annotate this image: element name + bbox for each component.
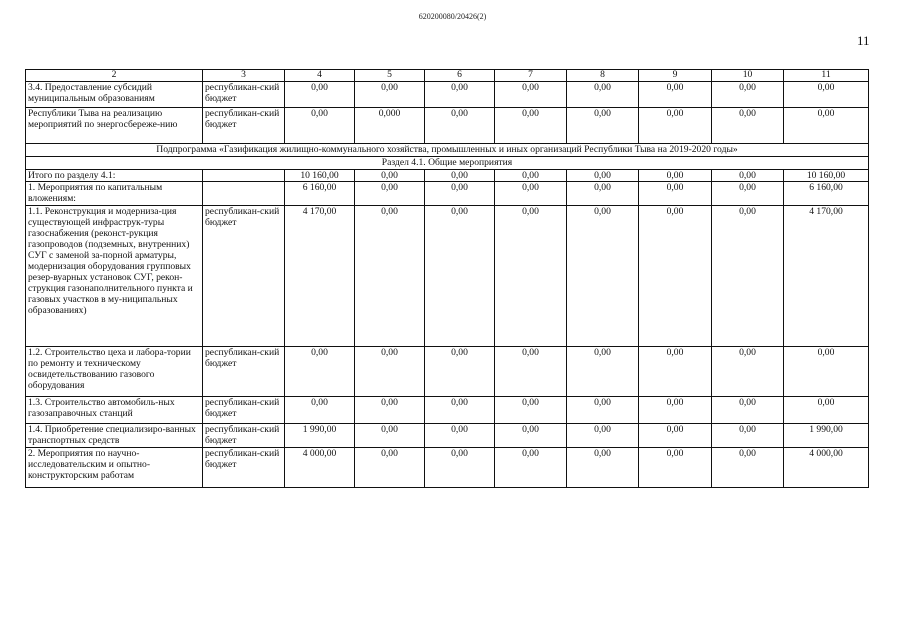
value-cell: 0,00: [495, 182, 567, 206]
column-number-row: [26, 70, 869, 82]
row-name-cell: 1.3. Строительство автомобиль-ных газозаправочных станций: [26, 397, 203, 424]
funding-source-cell: республикан-ский бюджет: [203, 448, 285, 488]
value-cell: 0,00: [495, 424, 567, 448]
value-cell: 0,00: [425, 170, 495, 182]
value-cell: 10 160,00: [285, 170, 355, 182]
table-row: [26, 82, 869, 108]
row-name-cell: 3.4. Предоставление субсидий муниципальным образованиям: [26, 82, 203, 108]
row-name-cell: 1.4. Приобретение специализиро-ванных транспортных средств: [26, 424, 203, 448]
value-cell: 0,00: [567, 170, 639, 182]
value-cell: 0,00: [355, 206, 425, 347]
funding-source-cell: республикан-ский бюджет: [203, 108, 285, 144]
col-num: 7: [495, 70, 567, 82]
funding-source-cell: республикан-ский бюджет: [203, 82, 285, 108]
value-cell: 6 160,00: [784, 182, 869, 206]
value-cell: 0,00: [495, 347, 567, 397]
col-num: 9: [639, 70, 712, 82]
value-cell: 0,00: [425, 82, 495, 108]
value-cell: 0,00: [567, 206, 639, 347]
row-name-cell: 1.2. Строительство цеха и лабора-тории по ремонту и техническому освидетельствованию газового оборудования: [26, 347, 203, 397]
budget-table: [25, 69, 869, 488]
section-title: Раздел 4.1. Общие мероприятия: [26, 157, 869, 170]
row-name-cell: 1.1. Реконструкция и модерниза-ция существующей инфраструк-туры газоснабжения (реконст-рукция газопроводов (подземных, внутренних) СУГ с заменой за-порной арматуры, модернизация оборудования групповых резер-вуарных установок СУГ, рекон-струкция газонаполнительного пункта и газовых участков в му-ниципальных образованиях): [26, 206, 203, 347]
col-num: 3: [203, 70, 285, 82]
value-cell: 0,00: [639, 347, 712, 397]
value-cell: 4 000,00: [784, 448, 869, 488]
value-cell: 0,00: [639, 424, 712, 448]
value-cell: 0,00: [425, 397, 495, 424]
row-name-cell: Итого по разделу 4.1:: [26, 170, 203, 182]
table-row: [26, 108, 869, 144]
value-cell: 0,00: [712, 424, 784, 448]
col-num: 5: [355, 70, 425, 82]
value-cell: 4 170,00: [784, 206, 869, 347]
value-cell: 0,00: [355, 82, 425, 108]
value-cell: 0,00: [495, 82, 567, 108]
page-number: 11: [857, 33, 870, 48]
value-cell: 0,00: [639, 108, 712, 144]
value-cell: 0,00: [355, 347, 425, 397]
value-cell: 0,00: [355, 170, 425, 182]
value-cell: 0,00: [425, 108, 495, 144]
value-cell: 0,00: [639, 397, 712, 424]
subprogram-title-row: [26, 144, 869, 157]
value-cell: 0,00: [355, 397, 425, 424]
table-row: [26, 397, 869, 424]
table-row: [26, 347, 869, 397]
value-cell: 0,00: [425, 448, 495, 488]
value-cell: 4 170,00: [285, 206, 355, 347]
value-cell: 0,00: [425, 347, 495, 397]
value-cell: 0,00: [784, 397, 869, 424]
value-cell: 0,00: [355, 424, 425, 448]
value-cell: 0,00: [712, 182, 784, 206]
subprogram-title: Подпрограмма «Газификация жилищно-коммунального хозяйства, промышленных и иных организаций Республики Тыва на 2019-2020 годы»: [26, 144, 869, 157]
value-cell: 0,00: [567, 397, 639, 424]
col-num: 2: [26, 70, 203, 82]
funding-source-cell: [203, 170, 285, 182]
value-cell: 0,000: [355, 108, 425, 144]
value-cell: 0,00: [567, 82, 639, 108]
section-title-row: [26, 157, 869, 170]
row-name-cell: Республики Тыва на реализацию мероприятий по энергосбереже-нию: [26, 108, 203, 144]
funding-source-cell: республикан-ский бюджет: [203, 397, 285, 424]
col-num: 8: [567, 70, 639, 82]
value-cell: 0,00: [495, 397, 567, 424]
value-cell: 0,00: [567, 424, 639, 448]
value-cell: 0,00: [784, 347, 869, 397]
value-cell: 0,00: [784, 82, 869, 108]
document-code: 620200080/20426(2): [418, 12, 487, 21]
value-cell: 10 160,00: [784, 170, 869, 182]
value-cell: 0,00: [567, 448, 639, 488]
value-cell: 0,00: [495, 206, 567, 347]
col-num: 4: [285, 70, 355, 82]
value-cell: 0,00: [425, 206, 495, 347]
value-cell: 0,00: [285, 397, 355, 424]
value-cell: 0,00: [784, 108, 869, 144]
value-cell: 0,00: [639, 170, 712, 182]
value-cell: 0,00: [639, 448, 712, 488]
funding-source-cell: республикан-ский бюджет: [203, 206, 285, 347]
value-cell: 0,00: [712, 397, 784, 424]
table-row: [26, 448, 869, 488]
value-cell: 0,00: [285, 108, 355, 144]
value-cell: 1 990,00: [784, 424, 869, 448]
value-cell: 0,00: [567, 182, 639, 206]
value-cell: 0,00: [355, 448, 425, 488]
table-row: [26, 182, 869, 206]
value-cell: 1 990,00: [285, 424, 355, 448]
value-cell: 0,00: [355, 182, 425, 206]
value-cell: 0,00: [639, 206, 712, 347]
funding-source-cell: [203, 182, 285, 206]
value-cell: 0,00: [712, 108, 784, 144]
value-cell: 0,00: [712, 82, 784, 108]
col-num: 11: [784, 70, 869, 82]
value-cell: 4 000,00: [285, 448, 355, 488]
value-cell: 0,00: [712, 206, 784, 347]
value-cell: 0,00: [425, 182, 495, 206]
value-cell: 0,00: [495, 170, 567, 182]
value-cell: 0,00: [567, 347, 639, 397]
value-cell: 0,00: [712, 448, 784, 488]
col-num: 6: [425, 70, 495, 82]
table-row: [26, 206, 869, 347]
value-cell: 0,00: [495, 108, 567, 144]
value-cell: 0,00: [639, 182, 712, 206]
col-num: 10: [712, 70, 784, 82]
value-cell: 0,00: [285, 82, 355, 108]
table-row: [26, 424, 869, 448]
row-name-cell: 2. Мероприятия по научно-исследовательским и опытно-конструкторским работам: [26, 448, 203, 488]
value-cell: 0,00: [285, 347, 355, 397]
value-cell: 0,00: [425, 424, 495, 448]
row-name-cell: 1. Мероприятия по капитальным вложениям:: [26, 182, 203, 206]
value-cell: 0,00: [712, 347, 784, 397]
value-cell: 0,00: [712, 170, 784, 182]
table-row: [26, 170, 869, 182]
value-cell: 6 160,00: [285, 182, 355, 206]
value-cell: 0,00: [639, 82, 712, 108]
funding-source-cell: республикан-ский бюджет: [203, 347, 285, 397]
value-cell: 0,00: [567, 108, 639, 144]
value-cell: 0,00: [495, 448, 567, 488]
funding-source-cell: республикан-ский бюджет: [203, 424, 285, 448]
